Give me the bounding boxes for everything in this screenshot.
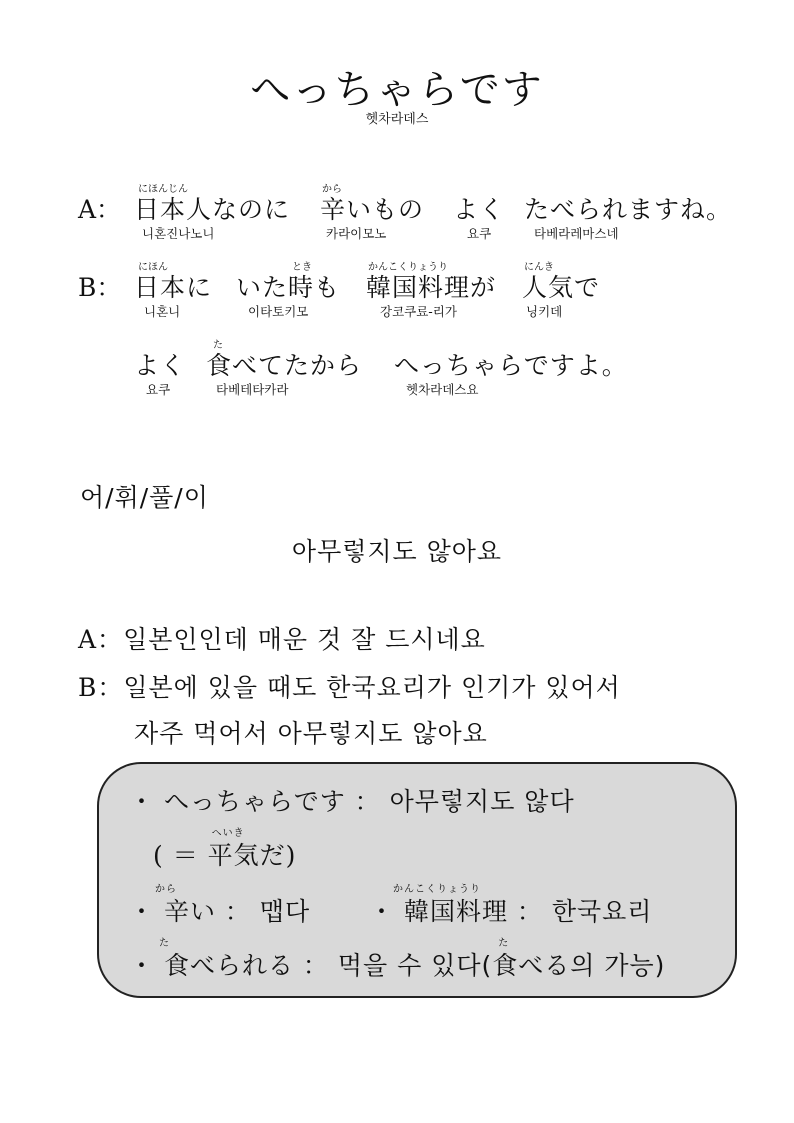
japanese-text: よく <box>453 195 506 224</box>
japanese-text: 日本人なのに <box>134 195 291 224</box>
note-definition: 맵다 <box>259 897 311 926</box>
furigana: た <box>159 938 170 949</box>
translation-a <box>78 620 486 656</box>
furigana: へいき <box>211 828 245 839</box>
title-pronunciation: 헷차라데스 <box>365 112 429 127</box>
korean-reading: 요쿠 <box>467 226 492 241</box>
korean-reading: 카라이모노 <box>326 226 387 241</box>
japanese-text: たべられますね。 <box>524 195 733 224</box>
korean-reading: 니혼진나노니 <box>142 226 215 241</box>
japanese-text: 人気で <box>522 273 601 302</box>
note-term: ・ へっちゃらです ： <box>129 787 381 816</box>
title-meaning: 아무렇지도 않아요 <box>291 537 503 566</box>
korean-reading: 이타토키모 <box>248 304 309 319</box>
translation-a-label: A： <box>78 625 124 654</box>
translation-b-text: 일본에 있을 때도 한국요리가 인기가 있어서 <box>123 673 621 702</box>
korean-reading: 요쿠 <box>146 382 171 397</box>
note-term: ・ 食べられる ： <box>129 951 329 980</box>
note-item <box>129 782 575 818</box>
furigana: とき <box>292 262 312 273</box>
korean-reading: 헷차라데스요 <box>406 382 479 397</box>
dialogue-line-b <box>78 258 758 322</box>
korean-reading: 타베라레마스네 <box>534 226 619 241</box>
paren-open: ( ＝ <box>153 841 199 870</box>
furigana: から <box>322 184 342 195</box>
japanese-text: 日本に <box>134 273 213 302</box>
note-definition-jp: 食べる <box>492 951 571 980</box>
translation-b-label: B： <box>78 673 124 702</box>
furigana: にほんじん <box>138 184 188 195</box>
note-definition: 먹을 수 있다( <box>337 951 493 980</box>
furigana: かんこくりょうり <box>393 884 481 895</box>
vocab-heading: 어/휘/풀/이 <box>80 483 209 512</box>
notes-box <box>97 762 737 998</box>
korean-reading: 니혼니 <box>144 304 181 319</box>
dialogue-line-a <box>78 180 758 244</box>
korean-reading: 강코쿠료-리가 <box>380 304 457 319</box>
note-item <box>129 884 311 928</box>
paren-close: ) <box>285 841 297 870</box>
japanese-text: いた時も <box>236 273 341 302</box>
furigana: から <box>155 884 177 895</box>
dialogue-line-b-cont <box>78 336 758 400</box>
note-item <box>129 938 666 982</box>
furigana: た <box>213 340 223 351</box>
japanese-text: 食べてたから <box>206 351 363 380</box>
furigana: にほん <box>138 262 168 273</box>
korean-reading: 닝키데 <box>526 304 563 319</box>
speaker-b-label: B： <box>78 273 122 302</box>
translation-a-text: 일본인인데 매운 것 잘 드시네요 <box>123 625 486 654</box>
page-title: へっちゃらです <box>250 67 544 113</box>
note-definition: 한국요리 <box>551 897 653 926</box>
note-definition: 아무렇지도 않다 <box>389 787 575 816</box>
furigana: た <box>498 938 510 949</box>
furigana: かんこくりょうり <box>368 262 448 273</box>
note-item <box>369 884 653 928</box>
furigana: にんき <box>524 262 554 273</box>
note-term: ・ 韓国料理 ： <box>369 897 543 926</box>
japanese-text: よく <box>134 351 187 380</box>
note-term: ・ 辛い ： <box>129 897 251 926</box>
korean-reading: 타베테타카라 <box>216 382 289 397</box>
note-definition-end: 의 가능) <box>570 951 666 980</box>
translation-b <box>78 668 621 704</box>
synonym-term: 平気だ <box>207 841 286 870</box>
note-synonym <box>153 828 297 872</box>
japanese-text: へっちゃらですよ。 <box>394 351 628 380</box>
japanese-text: 韓国料理が <box>366 273 497 302</box>
japanese-text: 辛いもの <box>320 195 425 224</box>
translation-b-cont: 자주 먹어서 아무렇지도 않아요 <box>134 719 488 748</box>
speaker-a-label: A： <box>78 195 122 224</box>
